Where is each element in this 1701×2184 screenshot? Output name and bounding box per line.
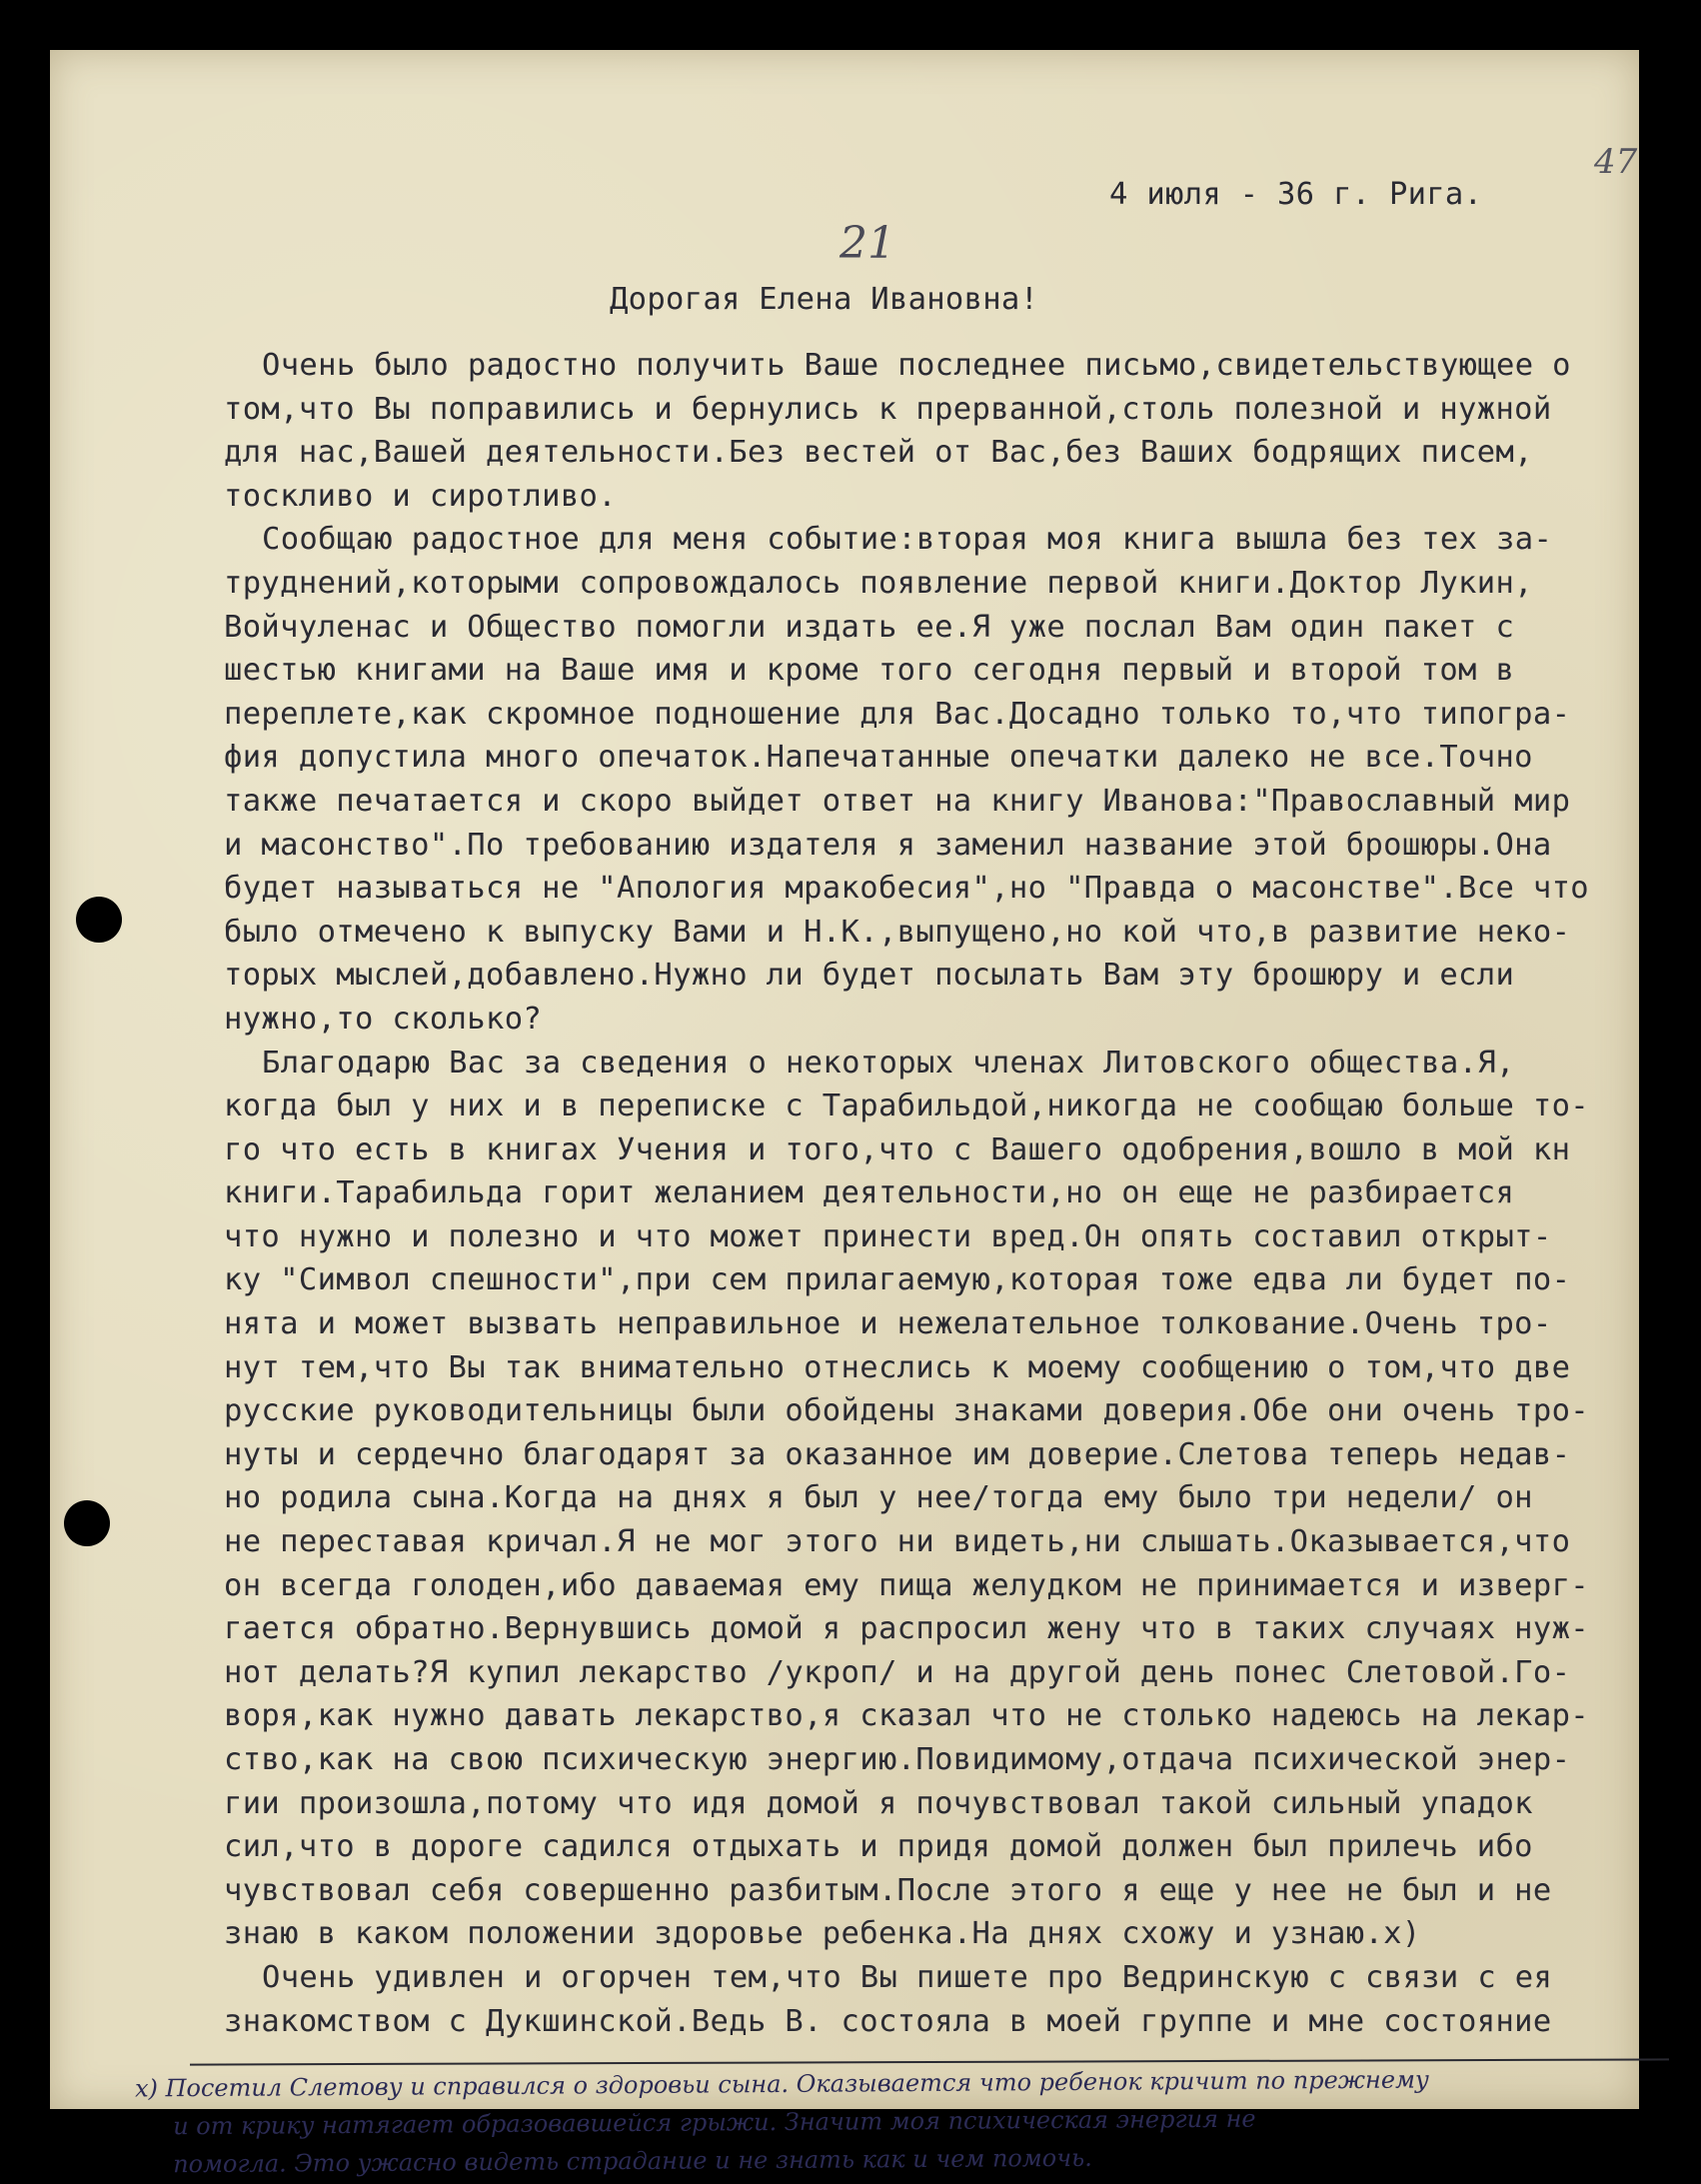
- archive-page-number: 47: [1594, 142, 1638, 182]
- text-line: он всегда голоден,ибо даваемая ему пища желудком не принимается и изверг-: [224, 1567, 1590, 1603]
- text-line: чувствовал себя совершенно разбитым.После этого я еще у нее не был и не: [224, 1872, 1552, 1908]
- text-line: также печатается и скоро выйдет ответ на книгу Иванова:"Православный мир: [224, 783, 1571, 819]
- text-line: для нас,Вашей деятельности.Без вестей от Вас,без Ваших бодрящих писем,: [224, 435, 1533, 471]
- text-line: и масонство".По требованию издателя я заменил название этой брошюры.Она: [224, 827, 1552, 863]
- text-line: было отмечено к выпуску Вами и Н.К.,выпущено,но кой что,в развитие неко-: [224, 914, 1571, 950]
- letter-body: [224, 344, 1590, 2043]
- text-line: гается обратно.Вернувшись домой я распросил жену что в таких случаях нуж-: [224, 1611, 1590, 1647]
- text-line: русские руководительницы были обойдены знаками доверия.Обе они очень тро-: [224, 1393, 1590, 1429]
- text-line: не переставая кричал.Я не мог этого ни видеть,ни слышать.Оказывается,что: [224, 1524, 1571, 1560]
- text-line: фия допустила много опечаток.Напечатанные опечатки далеко не все.Точно: [224, 740, 1533, 776]
- footnote-line: помогла. Это ужасно видеть страдание и не знать как и чем помочь.: [134, 2143, 1092, 2179]
- date-line: 4 июля - 36 г. Рига.: [1109, 177, 1483, 212]
- text-line: знаю в каком положении здоровье ребенка.На днях схожу и узнаю.x): [224, 1916, 1421, 1952]
- footnote-line: и от крику натягает образовавшейся грыжи. Значит моя психическая энергия не: [134, 2104, 1256, 2141]
- text-line: тоскливо и сиротливо.: [224, 478, 617, 514]
- text-line: знакомством с Дукшинской.Ведь В. состояла в моей группе и мне состояние: [224, 2003, 1552, 2039]
- text-line: нот делать?Я купил лекарство /укроп/ и на другой день понес Слетовой.Го-: [224, 1654, 1571, 1690]
- punch-hole: [64, 1500, 110, 1546]
- text-line: нужно,то сколько?: [224, 1001, 543, 1037]
- text-line: торых мыслей,добавлено.Нужно ли будет посылать Вам эту брошюру и если: [224, 958, 1515, 994]
- text-line: нята и может вызвать неправильное и нежелательное толкование.Очень тро-: [224, 1306, 1552, 1342]
- letter-page: [50, 50, 1639, 2179]
- text-line: нут тем,что Вы так внимательно отнеслись к моему сообщению о том,что две: [224, 1349, 1571, 1385]
- text-line: труднений,которыми сопровождалось появление первой книги.Доктор Лукин,: [224, 565, 1533, 601]
- text-line: нуты и сердечно благодарят за оказанное им доверие.Слетова теперь недав-: [224, 1436, 1571, 1472]
- text-line: книги.Тарабильда горит желанием деятельности,но он еще не разбирается: [224, 1175, 1515, 1211]
- text-line: Сообщаю радостное для меня событие:вторая моя книга вышла без тех за-: [262, 522, 1553, 558]
- text-line: Войчуленас и Общество помогли издать ее.Я уже послал Вам один пакет с: [224, 609, 1515, 645]
- text-line: Благодарю Вас за сведения о некоторых членах Литовского общества.Я,: [262, 1045, 1515, 1081]
- text-line: ку "Символ спешности",при сем прилагаемую,которая тоже едва ли будет по-: [224, 1262, 1571, 1298]
- text-line: что нужно и полезно и что может принести вред.Он опять составил открыт-: [224, 1218, 1552, 1254]
- handwritten-footnote: [135, 2065, 1429, 2179]
- text-line: переплете,как скромное подношение для Вас.Досадно только то,что типогра-: [224, 696, 1571, 732]
- handwritten-sheet-number: 21: [840, 218, 895, 269]
- footnote-line: x) Посетил Слетову и справился о здоровьи сына. Оказывается что ребенок кричит по прежнему: [134, 2065, 1429, 2103]
- text-line: воря,как нужно давать лекарство,я сказал что не столько надеюсь на лекар-: [224, 1698, 1590, 1734]
- salutation: Дорогая Елена Ивановна!: [610, 282, 1039, 317]
- punch-hole: [76, 897, 122, 943]
- text-line: ство,как на свою психическую энергию.Повидимому,отдача психической энер-: [224, 1742, 1571, 1777]
- text-line: гии произошла,потому что идя домой я почувствовал такой сильный упадок: [224, 1785, 1533, 1821]
- text-line: шестью книгами на Ваше имя и кроме того сегодня первый и второй том в: [224, 653, 1515, 689]
- text-line: том,что Вы поправились и бернулись к прерванной,столь полезной и нужной: [224, 391, 1552, 427]
- text-line: Очень было радостно получить Ваше последнее письмо,свидетельствующее о: [262, 348, 1571, 383]
- text-line: будет называться не "Апология мракобесия",но "Правда о масонстве".Все что: [224, 871, 1590, 907]
- text-line: когда был у них и в переписке с Тарабильдой,никогда не сообщаю больше то-: [224, 1089, 1590, 1124]
- text-line: Очень удивлен и огорчен тем,что Вы пишете про Ведринскую с связи с ея: [262, 1959, 1553, 1995]
- text-line: сил,что в дороге садился отдыхать и придя домой должен был прилечь ибо: [224, 1829, 1533, 1865]
- text-line: го что есть в книгах Учения и того,что с Вашего одобрения,вошло в мой кн: [224, 1131, 1571, 1167]
- text-line: но родила сына.Когда на днях я был у нее/тогда ему было три недели/ он: [224, 1480, 1533, 1516]
